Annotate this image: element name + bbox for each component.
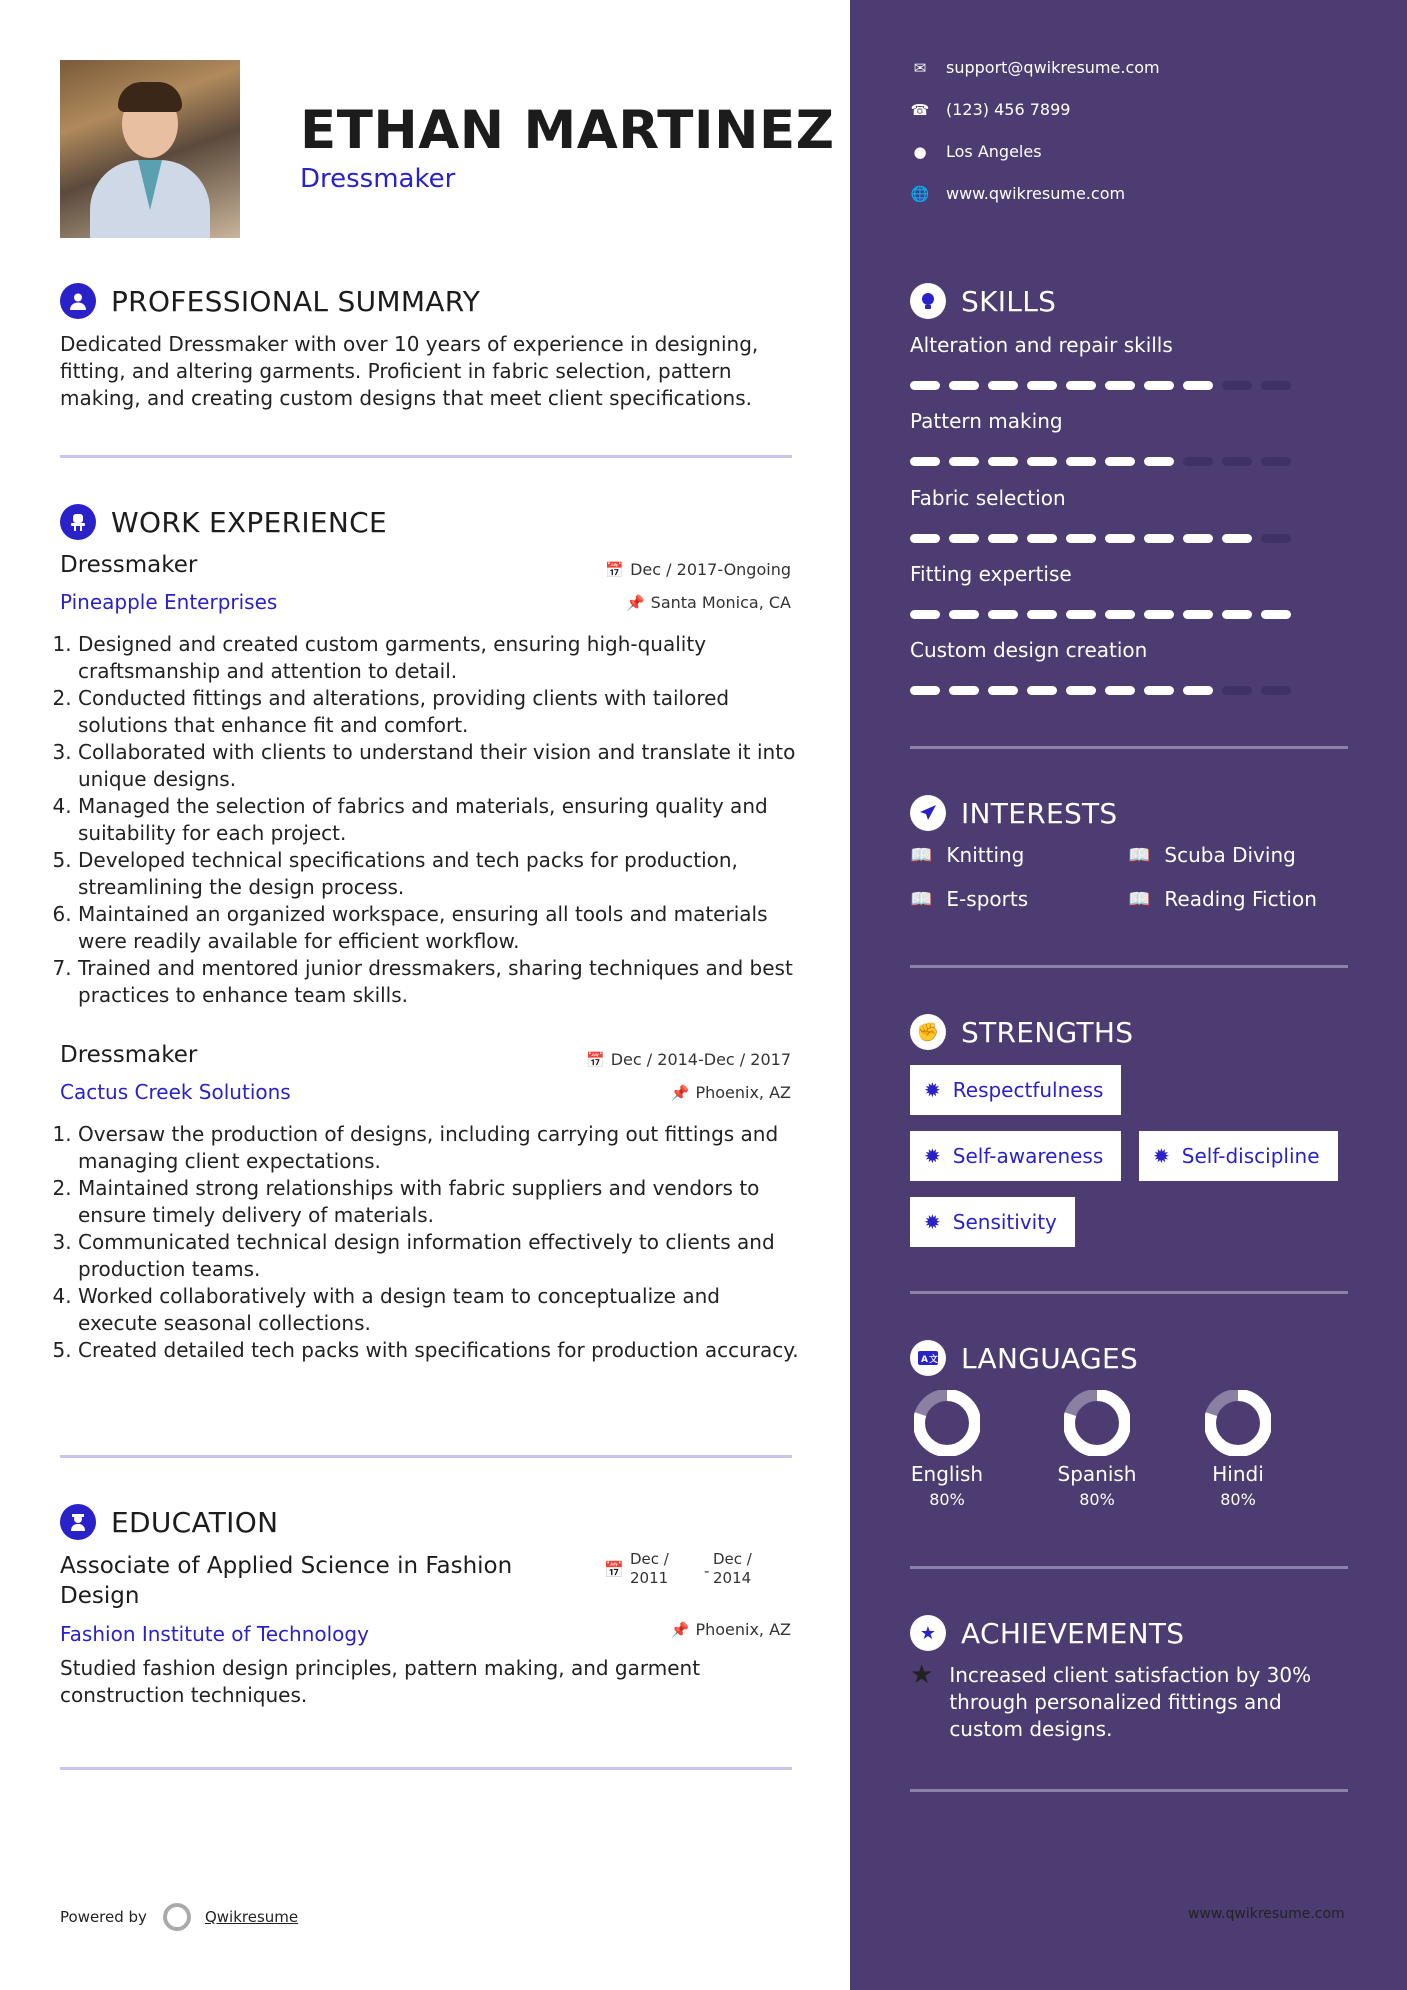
svg-text:A: A [921,1355,928,1365]
candidate-role: Dressmaker [300,164,456,194]
language-donut [914,1390,980,1456]
phone-icon: ☎ [910,100,930,119]
contact-website[interactable]: 🌐 www.qwikresume.com [910,184,1126,203]
calendar-icon: 📅 [586,1051,605,1069]
book-icon: 📖 [910,888,933,910]
achievements-title: ACHIEVEMENTS [961,1617,1185,1650]
language-donut [1064,1390,1130,1456]
section-divider [910,746,1348,749]
calendar-icon: 📅 [605,561,625,579]
powered-by [60,1903,298,1931]
language-name: English [910,1462,984,1486]
job-location: 📌 Santa Monica, CA [625,593,791,612]
education-title: EDUCATION [111,1506,279,1539]
graduate-icon [60,1504,96,1540]
skill-segment [1183,610,1213,619]
envelope-icon: ✉ [913,58,927,77]
list-item: 2. Conducted fittings and alterations, providing clients with tailored solutions that enhance fit and comfort. [78,685,800,739]
skill-segment [1144,534,1174,543]
book-icon: 📖 [910,844,933,866]
section-divider [60,1455,792,1458]
skill-segment [1261,610,1291,619]
achievement-item: ★ Increased client satisfaction by 30% through personalized fittings and custom designs. [910,1660,1312,1741]
skill-level-bar [910,381,1291,390]
location-pin-icon: ● [913,142,927,161]
list-item: 4. Managed the selection of fabrics and materials, ensuring quality and suitability for each project. [78,793,800,847]
skill-segment [1222,610,1252,619]
language-item [902,1390,992,1509]
summary-title: PROFESSIONAL SUMMARY [111,285,481,318]
shooting-star-icon: ★ [910,1660,934,1690]
skill-segment [1027,381,1057,390]
brand-link[interactable]: Qwikresume [204,1908,299,1926]
list-item: 1. Oversaw the production of designs, including carrying out fittings and managing client expectations. [78,1121,800,1175]
summary-text: Dedicated Dressmaker with over 10 years of experience in designing, fitting, and altering garments. Proficient in fabric selection, pattern making, and creating custom designs that meet client specifications. [60,332,759,410]
strengths-title: STRENGTHS [961,1016,1134,1049]
skill-segment [1066,534,1096,543]
edu-location: 📌 Phoenix, AZ [670,1620,791,1639]
pin-icon: 📌 [670,1084,690,1102]
skill-segment [1027,457,1057,466]
skill-segment [1222,686,1252,695]
svg-text:文: 文 [929,1355,939,1365]
language-name: Hindi [1212,1462,1264,1486]
interest-item: 📖 E-sports [910,887,1029,911]
candidate-name: ETHAN MARTINEZ [300,100,835,161]
qwikresume-logo-icon [163,1903,191,1931]
language-donut [1205,1390,1271,1456]
skill-segment [910,686,940,695]
contact-location: ● Los Angeles [910,142,1042,161]
section-divider [910,965,1348,968]
book-icon: 📖 [1128,844,1151,866]
skill-segment [1027,534,1057,543]
skills-title: SKILLS [961,285,1057,318]
skill-name: Fabric selection [910,486,1066,510]
job-dates: 📅 Dec / 2017-Ongoing [605,560,791,579]
strength-chip: ✹ Respectfulness [910,1065,1121,1115]
interest-item: 📖 Scuba Diving [1128,843,1296,867]
interest-item: 📖 Knitting [910,843,1025,867]
skill-segment [1183,686,1213,695]
section-divider [910,1291,1348,1294]
strength-chip: ✹ Self-discipline [1139,1131,1338,1181]
skill-name: Alteration and repair skills [910,333,1173,357]
contact-phone[interactable]: ☎ (123) 456 7899 [910,100,1071,119]
footer-url: www.qwikresume.com [1188,1906,1345,1922]
job-company: Pineapple Enterprises [60,590,278,614]
skill-level-bar [910,534,1291,543]
powered-by-label: Powered by [60,1908,147,1926]
strength-chip: ✹ Self-awareness [910,1131,1121,1181]
languages-title: LANGUAGES [961,1342,1139,1375]
skill-level-bar [910,686,1291,695]
section-divider [60,1767,792,1770]
fist-icon: ✊ [910,1014,946,1050]
skill-segment [1222,534,1252,543]
badge-icon: ✹ [924,1078,941,1102]
skill-segment [1183,457,1213,466]
calendar-icon: 📅 [604,1560,624,1579]
skill-segment [949,610,979,619]
skill-segment [1183,381,1213,390]
skill-segment [1183,534,1213,543]
list-item: 7. Trained and mentored junior dressmakers, sharing techniques and best practices to enhance team skills. [78,955,800,1009]
user-icon [60,283,96,319]
skill-segment [1066,457,1096,466]
skill-segment [949,686,979,695]
job-title: Dressmaker [60,1042,198,1068]
list-item: 1. Designed and created custom garments, ensuring high-quality craftsmanship and attention to detail. [78,631,800,685]
language-percent: 80% [1220,1490,1256,1509]
globe-icon: 🌐 [910,184,930,203]
skill-segment [1066,686,1096,695]
job-company: Cactus Creek Solutions [60,1080,291,1104]
job-bullets [60,631,800,1009]
language-item [1052,1390,1142,1509]
skill-name: Fitting expertise [910,562,1072,586]
skill-segment [1066,610,1096,619]
job-title: Dressmaker [60,552,198,578]
job-location: 📌 Phoenix, AZ [670,1083,791,1102]
book-icon: 📖 [1128,888,1151,910]
edu-end: Dec / 2014 [713,1550,752,1587]
skill-segment [988,381,1018,390]
lightbulb-icon [910,283,946,319]
badge-icon: ✹ [1153,1144,1170,1168]
skill-segment [1027,610,1057,619]
edu-dash: - [704,1562,710,1580]
list-item: 6. Maintained an organized workspace, ensuring all tools and materials were readily available for efficient workflow. [78,901,800,955]
skill-segment [1144,457,1174,466]
section-divider [60,455,792,458]
skill-segment [1105,457,1135,466]
pin-icon: 📌 [670,1621,690,1639]
skill-segment [1144,381,1174,390]
skill-level-bar [910,457,1291,466]
section-divider [910,1789,1348,1792]
skill-segment [1144,686,1174,695]
list-item: 4. Worked collaboratively with a design team to conceptualize and execute seasonal collections. [78,1283,800,1337]
job-dates: 📅 Dec / 2014-Dec / 2017 [586,1050,791,1069]
list-item: 3. Communicated technical design information effectively to clients and production teams. [78,1229,800,1283]
translate-icon [910,1340,946,1376]
skill-segment [1027,686,1057,695]
skill-segment [949,381,979,390]
skill-segment [910,381,940,390]
skill-segment [988,610,1018,619]
badge-icon: ✹ [924,1144,941,1168]
list-item: 2. Maintained strong relationships with fabric suppliers and vendors to ensure timely delivery of materials. [78,1175,800,1229]
degree: Associate of Applied Science in Fashion Design [60,1553,513,1609]
star-badge-icon: ★ [910,1615,946,1651]
skill-segment [988,534,1018,543]
skill-segment [1105,610,1135,619]
skill-segment [1105,381,1135,390]
language-percent: 80% [929,1490,965,1509]
paper-plane-icon [910,795,946,831]
skill-segment [1261,534,1291,543]
language-item [1193,1390,1283,1509]
briefcase-icon [60,504,96,540]
badge-icon: ✹ [924,1210,941,1234]
skill-segment [988,686,1018,695]
list-item: 5. Created detailed tech packs with specifications for production accuracy. [78,1337,800,1364]
job-bullets [60,1121,800,1364]
skill-segment [1066,381,1096,390]
skill-segment [949,534,979,543]
skill-segment [1261,686,1291,695]
school: Fashion Institute of Technology [60,1622,369,1646]
interest-item: 📖 Reading Fiction [1128,887,1317,911]
contact-email[interactable]: ✉ support@qwikresume.com [910,58,1160,77]
edu-description: Studied fashion design principles, pattern making, and garment construction techniques. [60,1656,701,1707]
skill-name: Custom design creation [910,638,1148,662]
language-percent: 80% [1079,1490,1115,1509]
section-divider [910,1566,1348,1569]
interests-title: INTERESTS [961,797,1118,830]
skill-segment [988,457,1018,466]
skill-segment [1144,610,1174,619]
list-item: 5. Developed technical specifications and tech packs for production, streamlining the design process. [78,847,800,901]
skill-segment [1105,686,1135,695]
profile-photo [60,60,240,238]
skill-segment [1222,457,1252,466]
skill-segment [910,457,940,466]
skill-segment [1261,457,1291,466]
skill-level-bar [910,610,1291,619]
skill-segment [910,534,940,543]
pin-icon: 📌 [625,594,645,612]
skill-segment [949,457,979,466]
skill-segment [910,610,940,619]
experience-title: WORK EXPERIENCE [111,506,387,539]
strength-chip: ✹ Sensitivity [910,1197,1075,1247]
list-item: 3. Collaborated with clients to understand their vision and translate it into unique designs. [78,739,800,793]
skill-segment [1105,534,1135,543]
language-name: Spanish [1057,1462,1137,1486]
skill-name: Pattern making [910,409,1063,433]
skill-segment [1261,381,1291,390]
skill-segment [1222,381,1252,390]
edu-start: Dec / 2011 [630,1550,669,1587]
